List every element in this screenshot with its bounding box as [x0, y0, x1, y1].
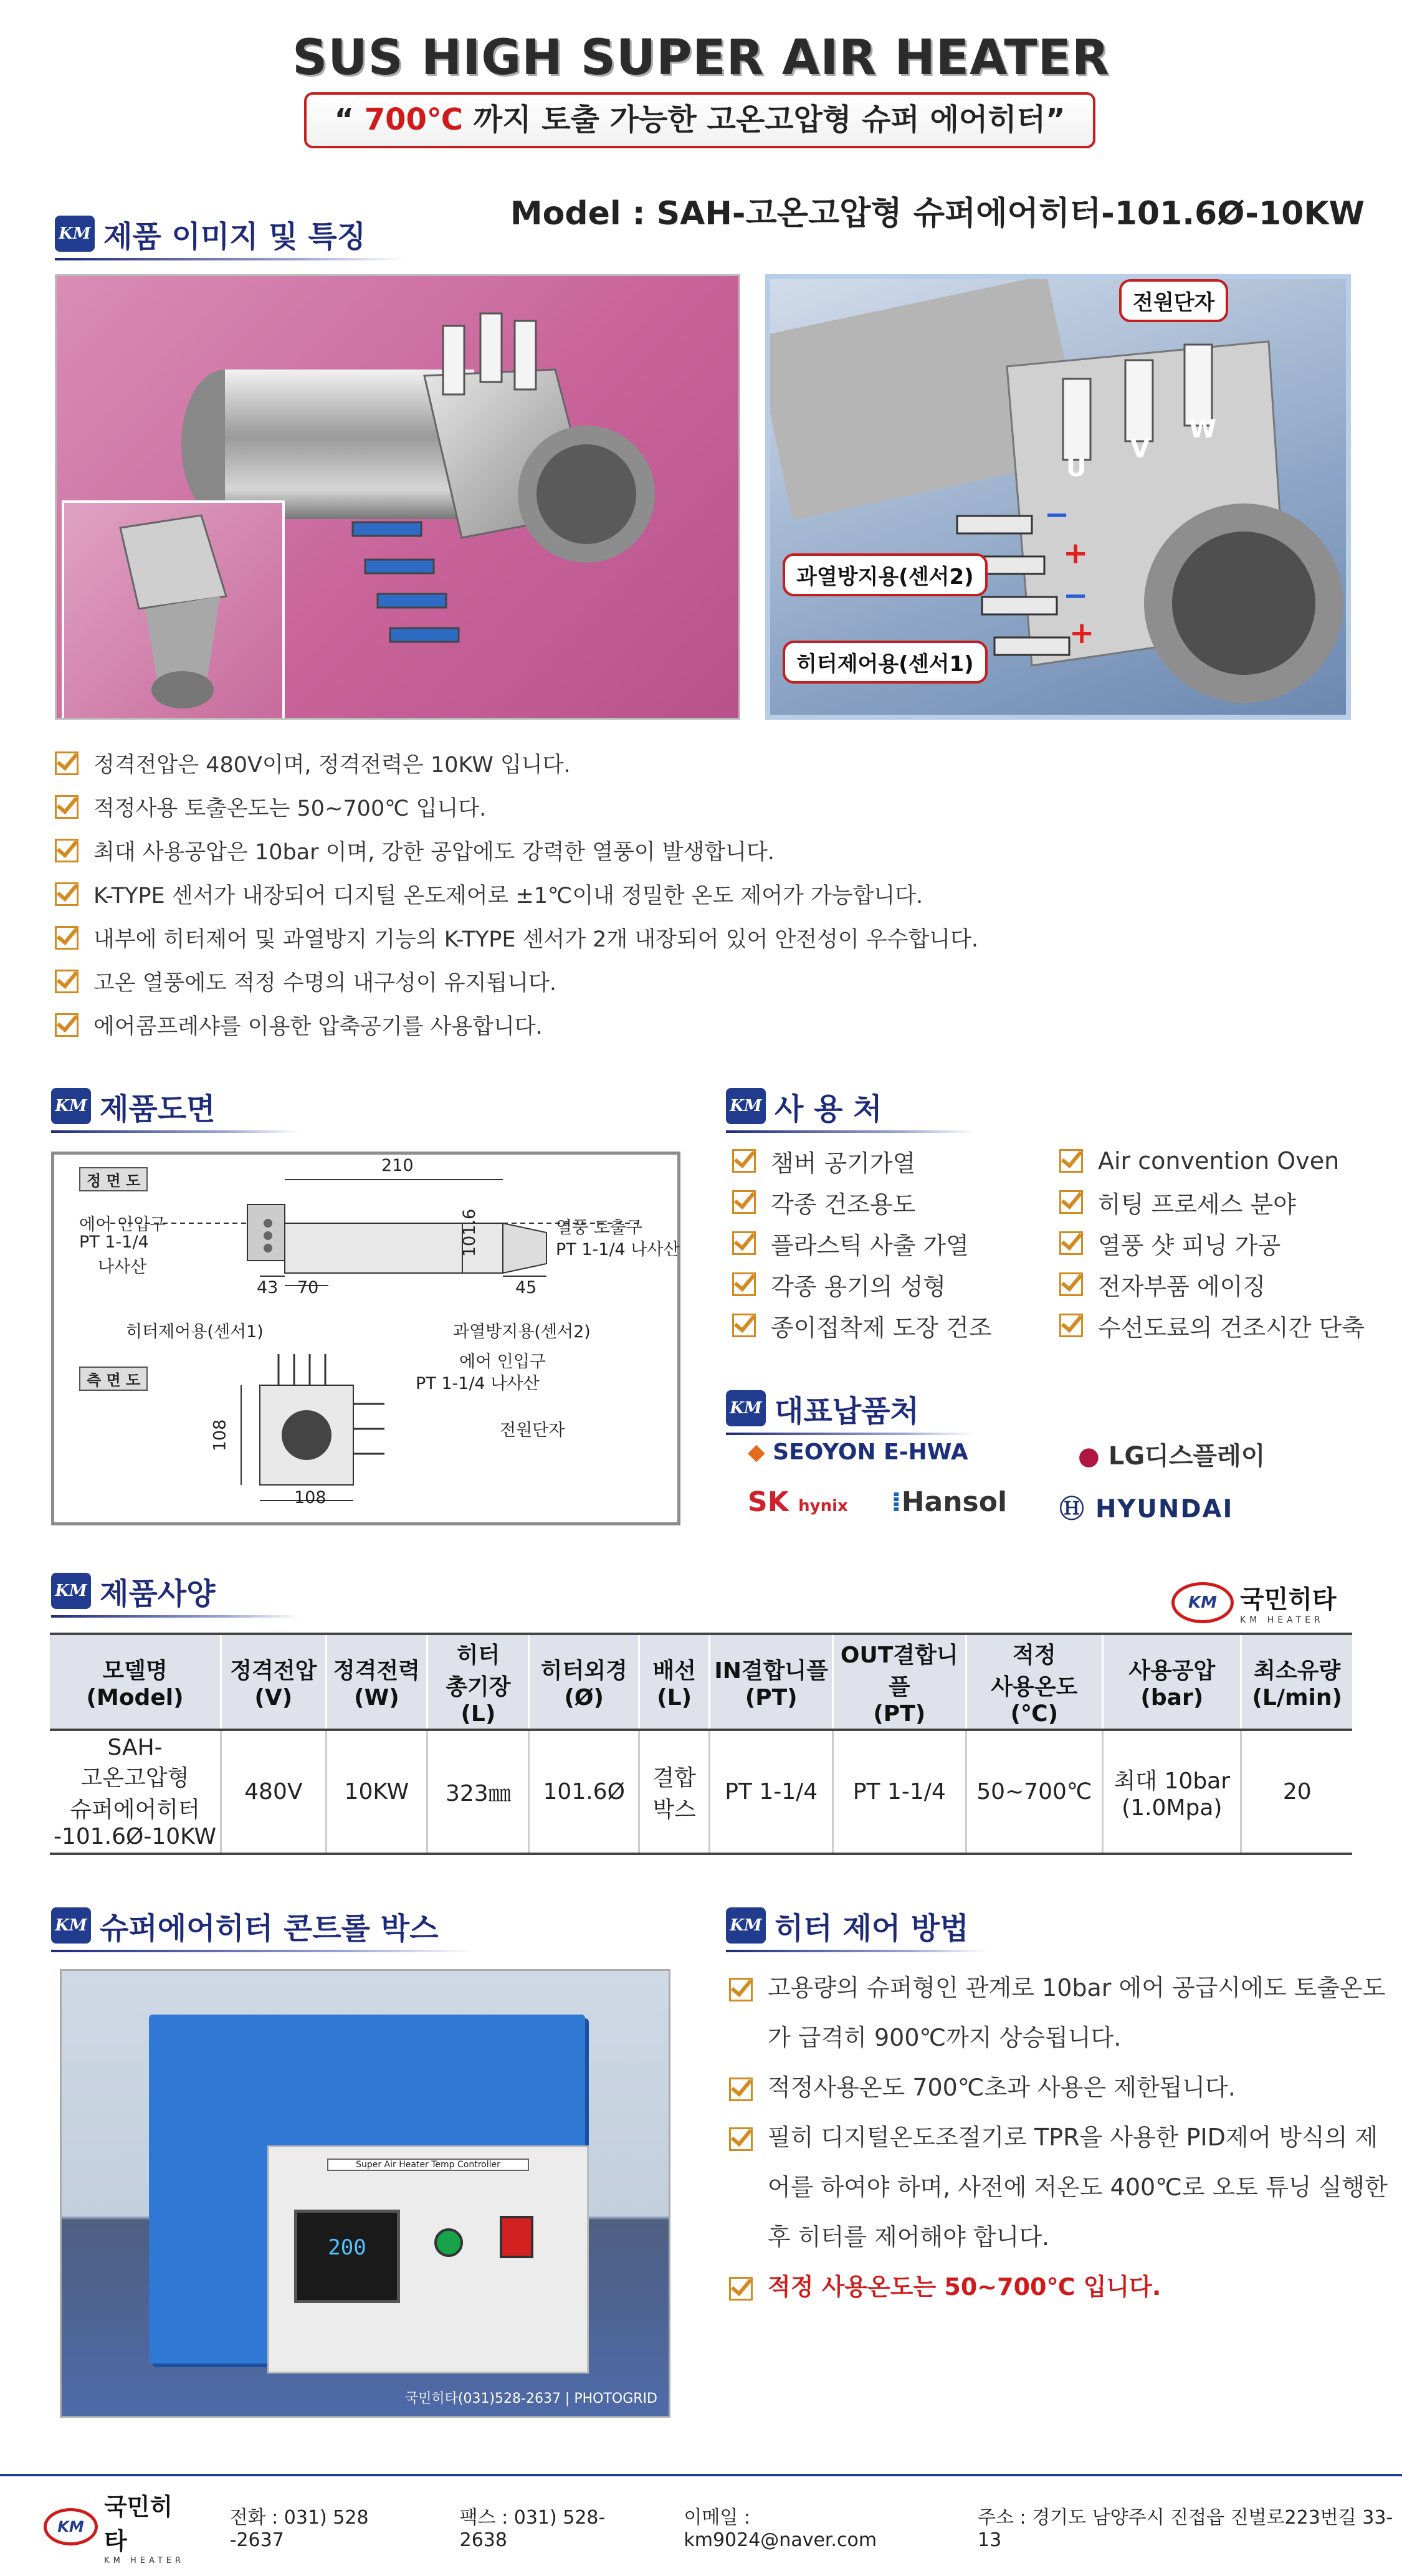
overheat-sensor-label: 과열방지용(센서2) — [783, 553, 988, 596]
panel-label: Super Air Heater Temp Controller — [327, 2159, 529, 2171]
footer-brand-name: 국민히타 — [104, 2493, 173, 2555]
km-logo-icon: KM — [726, 1907, 766, 1944]
check-icon — [732, 1190, 756, 1214]
hot-air-outlet-label: 열풍 토출구 — [556, 1218, 642, 1238]
section-rule — [51, 1130, 300, 1133]
method-item: 적정사용온도 700℃초과 사용은 제한됩니다. — [729, 2063, 1390, 2112]
spec-header-cell: 사용공압 (bar) — [1103, 1634, 1241, 1730]
check-icon — [1059, 1272, 1083, 1296]
uses-section-title: 사 용 처 — [775, 1091, 882, 1127]
features-section-title: 제품 이미지 및 특징 — [103, 219, 366, 254]
method-list — [729, 1963, 1390, 2312]
table-cell: 20 — [1241, 1730, 1352, 1854]
brand-logo — [1171, 1580, 1337, 1625]
control-box-photo — [60, 1969, 670, 2418]
spec-header-cell: 정격전압 (V) — [221, 1634, 326, 1730]
heater-control-sensor-label: 히터제어용(센서1) — [783, 641, 988, 684]
side-air-inlet-label: 에어 인입구 — [459, 1352, 546, 1371]
table-cell: 101.6Ø — [529, 1730, 639, 1854]
check-icon — [732, 1149, 756, 1173]
dim-101-6: 101.6 — [460, 1208, 480, 1257]
photo-watermark: 국민히타(031)528-2637 | PHOTOGRID — [404, 2391, 657, 2407]
method-section-title: 히터 제어 방법 — [775, 1911, 969, 1946]
terminal-v-label: V — [1130, 435, 1150, 464]
check-icon — [1059, 1231, 1083, 1255]
brand-name: 국민히타 — [1240, 1585, 1337, 1614]
subtitle-quote: “ — [334, 102, 365, 137]
subtitle-banner — [304, 92, 1095, 148]
check-icon — [55, 970, 79, 993]
drawing-section-head — [51, 1084, 300, 1128]
use-item: 플라스틱 사출 가열 — [732, 1223, 992, 1264]
feature-list — [55, 742, 1363, 1047]
use-item: 챔버 공기가열 — [732, 1140, 992, 1181]
spec-header-cell: 적정 사용온도(℃) — [966, 1634, 1103, 1730]
check-icon — [55, 751, 79, 775]
control-box-section-title: 슈퍼에어히터 콘트롤 박스 — [100, 1911, 439, 1946]
km-logo-icon: KM — [726, 1390, 766, 1426]
km-logo-icon: KM — [51, 1573, 91, 1609]
client-sk: SK hynix — [748, 1486, 848, 1518]
side-air-inlet-pt: PT 1-1/4 나사산 — [416, 1374, 540, 1393]
air-inlet-thread: 나사산 — [98, 1257, 147, 1277]
client-lg: ● LG디스플레이 — [1078, 1442, 1266, 1471]
clients-section-title: 대표납품처 — [775, 1393, 919, 1429]
footer-fax: 팩스 : 031) 528-2638 — [459, 2507, 606, 2551]
controller-display: 200 — [328, 2235, 366, 2260]
spec-header-cell: 정격전력 (W) — [326, 1634, 427, 1730]
check-icon — [732, 1231, 756, 1255]
lg-mark-icon: ● — [1078, 1442, 1109, 1471]
feature-item: 최대 사용공압은 10bar 이며, 강한 공압에도 강력한 열풍이 발생합니다. — [55, 829, 1363, 872]
check-icon — [55, 882, 79, 906]
feature-item: 정격전압은 480V이며, 정격전력은 10KW 입니다. — [55, 742, 1363, 785]
check-icon — [732, 1272, 756, 1296]
km-brand-icon: KM — [1171, 1582, 1234, 1623]
feature-item: 내부에 히터제어 및 과열방지 기능의 K-TYPE 센서가 2개 내장되어 있어 안전성이 우수합니다. — [55, 916, 1363, 960]
air-inlet-pt: PT 1-1/4 — [79, 1233, 149, 1252]
air-inlet-label: 에어 인입구 — [79, 1215, 166, 1234]
spec-header-cell: 배선 (L) — [639, 1634, 710, 1730]
uses-section-head — [726, 1084, 975, 1128]
footer-email: 이메일 : km9024@naver.com — [684, 2507, 877, 2551]
footer-logo — [44, 2488, 193, 2565]
feature-item: 에어콤프레샤를 이용한 압축공기를 사용합니다. — [55, 1003, 1363, 1047]
control-box-section-head — [51, 1904, 475, 1947]
specs-section-title: 제품사양 — [100, 1576, 216, 1611]
client-hyundai: Ⓗ HYUNDAI — [1059, 1495, 1234, 1524]
feature-item: 고온 열풍에도 적정 수명의 내구성이 유지됩니다. — [55, 960, 1363, 1003]
control-box-panel — [267, 2145, 589, 2373]
plus-1-label: + — [1063, 536, 1089, 571]
footer-tel: 전화 : 031) 528 -2637 — [229, 2507, 369, 2551]
sensor1-label: 히터제어용(센서1) — [126, 1322, 264, 1342]
dim-70: 70 — [297, 1278, 319, 1297]
check-icon — [1059, 1149, 1083, 1173]
product-photo-main — [55, 274, 740, 720]
use-item: 전자부품 에이징 — [1059, 1264, 1365, 1305]
section-rule — [55, 258, 404, 260]
use-item: Air convention Oven — [1059, 1140, 1365, 1181]
section-rule — [726, 1433, 975, 1435]
method-item: 필히 디지털온도조절기로 TPR을 사용한 PID제어 방식의 제어를 하여야 하며, 사전에 저온도 400℃로 오토 튜닝 실행한 후 히터를 제어해야 합니다. — [729, 2112, 1390, 2262]
use-item: 종이접착제 도장 건조 — [732, 1305, 992, 1346]
power-terminal-label: 전원단자 — [1119, 279, 1228, 322]
check-icon — [55, 795, 79, 819]
model-name: Model : SAH-고온고압형 슈퍼에어히터-101.6Ø-10KW — [510, 195, 1365, 232]
power-switch[interactable] — [500, 2216, 533, 2258]
spec-header-row — [50, 1634, 1352, 1730]
check-icon — [732, 1314, 756, 1337]
check-icon — [729, 2277, 753, 2301]
minus-1-label: − — [1044, 497, 1070, 532]
km-logo-icon: KM — [51, 1088, 91, 1124]
section-rule — [51, 1615, 300, 1618]
terminal-w-label: W — [1189, 415, 1217, 444]
spec-header-cell: 모델명 (Model) — [50, 1634, 221, 1730]
km-logo-icon: KM — [726, 1088, 766, 1124]
sensor2-label: 과열방지용(센서2) — [453, 1322, 591, 1342]
table-cell: 10KW — [326, 1730, 427, 1854]
dim-108-horizontal: 108 — [294, 1488, 327, 1507]
spec-header-cell: OUT결합니플 (PT) — [833, 1634, 966, 1730]
km-logo-icon: KM — [55, 216, 95, 252]
check-icon — [729, 2127, 753, 2151]
terminal-u-label: U — [1066, 454, 1087, 482]
footer-brand-en: KM HEATER — [104, 2556, 185, 2565]
spec-header-cell: IN결합니플 (PT) — [710, 1634, 833, 1730]
features-section-head — [55, 212, 404, 255]
uses-right-list — [1059, 1140, 1365, 1346]
table-cell: 50~700℃ — [966, 1730, 1103, 1854]
table-cell: SAH- 고온고압형 슈퍼에어히터 -101.6Ø-10KW — [50, 1730, 221, 1854]
product-photo-inset — [62, 500, 285, 720]
temperature-controller — [294, 2210, 400, 2303]
section-rule — [726, 1130, 975, 1133]
subtitle-temp: 700℃ — [364, 102, 464, 137]
dim-108-vertical: 108 — [210, 1419, 230, 1452]
spec-header-cell: 최소유량 (L/min) — [1241, 1634, 1352, 1730]
dim-45: 45 — [515, 1278, 537, 1297]
product-photo-terminals — [765, 274, 1351, 720]
spec-header-cell: 히터 총기장(L) — [427, 1634, 529, 1730]
section-rule — [51, 1950, 475, 1952]
check-icon — [1059, 1190, 1083, 1214]
seoyon-mark-icon: ◆ — [748, 1439, 773, 1465]
specs-section-head — [51, 1569, 300, 1613]
table-cell: 480V — [221, 1730, 326, 1854]
method-item: 고용량의 슈퍼형인 관계로 10bar 에어 공급시에도 토출온도가 급격히 900℃까지 상승됩니다. — [729, 1963, 1390, 2063]
hyundai-mark-icon: Ⓗ — [1059, 1495, 1095, 1524]
subtitle-text: 까지 토출 가능한 고온고압형 슈퍼 에어히터” — [463, 102, 1066, 137]
footer-address: 주소 : 경기도 남양주시 진접읍 진벌로223번길 33-13 — [978, 2507, 1393, 2551]
footer — [0, 2477, 1402, 2576]
uses-left-list — [732, 1140, 992, 1346]
km-brand-icon: KM — [44, 2508, 98, 2545]
feature-item: 적정사용 토출온도는 50~700℃ 입니다. — [55, 785, 1363, 829]
table-cell: PT 1-1/4 — [833, 1730, 966, 1854]
check-icon — [729, 1978, 753, 2001]
front-view-tag: 정 면 도 — [79, 1167, 148, 1191]
table-row — [50, 1730, 1352, 1854]
check-icon — [55, 1013, 79, 1037]
spec-header-cell: 히터외경 (Ø) — [529, 1634, 639, 1730]
section-rule — [726, 1950, 988, 1952]
table-cell: PT 1-1/4 — [710, 1730, 833, 1854]
side-view-tag: 측 면 도 — [79, 1367, 148, 1391]
dim-210: 210 — [381, 1156, 414, 1175]
method-item-highlight: 적정 사용온도는 50~700℃ 입니다. — [729, 2262, 1390, 2312]
plus-2-label: + — [1069, 616, 1095, 651]
check-icon — [55, 839, 79, 862]
dim-43: 43 — [257, 1278, 279, 1297]
drawing-section-title: 제품도면 — [100, 1091, 216, 1127]
client-seoyon: ◆ SEOYON E-HWA — [748, 1439, 968, 1465]
inset-heater-illustration — [64, 503, 282, 718]
side-power-terminal-label: 전원단자 — [500, 1421, 565, 1440]
clients-section-head — [726, 1386, 975, 1430]
check-icon — [55, 926, 79, 950]
use-item: 수선도료의 건조시간 단축 — [1059, 1305, 1365, 1346]
use-item: 히팅 프로세스 분야 — [1059, 1181, 1365, 1223]
method-section-head — [726, 1904, 988, 1947]
green-indicator-icon — [434, 2228, 463, 2257]
hot-air-outlet-pt: PT 1-1/4 나사산 — [556, 1240, 680, 1259]
main-title: SUS HIGH SUPER AIR HEATER — [292, 30, 1110, 86]
feature-item: K-TYPE 센서가 내장되어 디지털 온도제어로 ±1℃이내 정밀한 온도 제어가 가능합니다. — [55, 872, 1363, 916]
table-cell: 최대 10bar (1.0Mpa) — [1103, 1730, 1241, 1854]
hansol-mark-icon: ⁞ — [891, 1486, 902, 1518]
check-icon — [729, 2077, 753, 2101]
use-item: 각종 용기의 성형 — [732, 1264, 992, 1305]
brand-name-en: KM HEATER — [1240, 1615, 1324, 1625]
km-logo-icon: KM — [51, 1907, 91, 1944]
product-drawing — [51, 1152, 680, 1525]
table-cell: 결합 박스 — [639, 1730, 710, 1854]
minus-2-label: − — [1063, 578, 1089, 613]
check-icon — [1059, 1314, 1083, 1337]
use-item: 열풍 샷 피닝 가공 — [1059, 1223, 1365, 1264]
spec-table — [50, 1633, 1352, 1855]
table-cell: 323㎜ — [427, 1730, 529, 1854]
use-item: 각종 건조용도 — [732, 1181, 992, 1223]
footer-divider — [0, 2474, 1402, 2476]
client-hansol: ⁞Hansol — [891, 1486, 1008, 1518]
